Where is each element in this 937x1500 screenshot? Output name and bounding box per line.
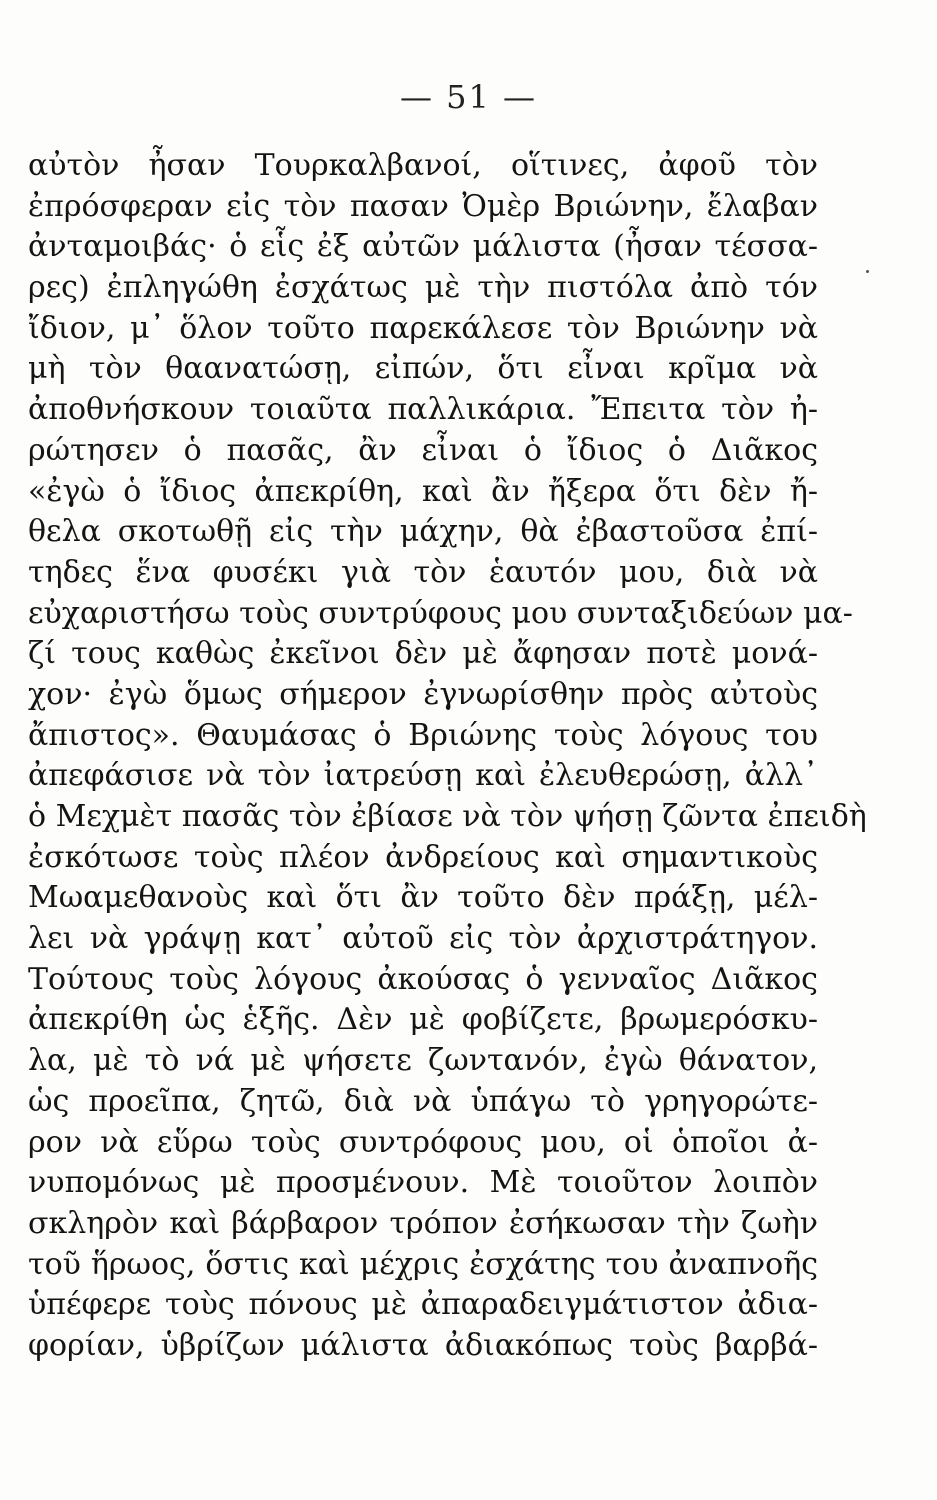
text-line: τηδες ἕνα φυσέκι γιὰ τὸν ἑαυτόν μου, διὰ νὰ: [28, 554, 818, 590]
text-line: ἀπεκρίθη ὡς ἑξῆς. Δὲν μὲ φοβίζετε, βρωμερόσκυ-: [28, 1002, 818, 1038]
text-line: ἐσκότωσε τοὺς πλέον ἀνδρείους καὶ σημαντικοὺς: [28, 839, 818, 875]
text-line: ρώτησεν ὁ πασᾶς, ἂν εἶναι ὁ ἴδιος ὁ Διᾶκος: [28, 432, 818, 468]
text-line: ρες) ἐπληγώθη ἐσχάτως μὲ τὴν πιστόλα ἀπὸ τόν: [28, 270, 818, 306]
text-line: ὑπέφερε τοὺς πόνους μὲ ἀπαραδειγμάτιστον ἀδια-: [28, 1287, 818, 1323]
text-line: νυπομόνως μὲ προσμένουν. Μὲ τοιοῦτον λοιπὸν: [28, 1165, 818, 1201]
text-line: αὐτὸν ἦσαν Τουρκαλβανοί, οἵτινες, ἀφοῦ τὸν: [28, 148, 818, 183]
text-line: σκληρὸν καὶ βάρβαρον τρόπον ἐσήκωσαν τὴν ζωὴν: [28, 1205, 818, 1241]
text-line: ἐπρόσφεραν εἰς τὸν πασαν Ὀμὲρ Βριώνην, ἔλαβαν: [28, 188, 818, 224]
text-line: Τούτους τοὺς λόγους ἀκούσας ὁ γενναῖος Διᾶκος: [28, 961, 818, 997]
text-line: χον· ἐγὼ ὅμως σήμερον ἐγνωρίσθην πρὸς αὐτοὺς: [28, 676, 818, 712]
text-line: θελα σκοτωθῇ εἰς τὴν μάχην, θὰ ἐβαστοῦσα ἐπί-: [28, 514, 818, 550]
text-line: ἄπιστος». Θαυμάσας ὁ Βριώνης τοὺς λόγους του: [28, 717, 818, 753]
text-line: ἀνταμοιβάς· ὁ εἷς ἐξ αὐτῶν μάλιστα (ἦσαν τέσσα-: [28, 229, 818, 265]
text-line: λα, μὲ τὸ νά μὲ ψήσετε ζωντανόν, ἐγὼ θάνατον,: [28, 1043, 818, 1079]
text-line: εὐχαριστήσω τοὺς συντρύφους μου συνταξιδεύων μα-: [28, 595, 853, 631]
text-line: Μωαμεθανοὺς καὶ ὅτι ἂν τοῦτο δὲν πράξῃ, μέλ-: [28, 880, 818, 916]
text-line: ὡς προεῖπα, ζητῶ, διὰ νὰ ὑπάγω τὸ γρηγορώτε-: [28, 1083, 818, 1119]
text-line: μὴ τὸν θαανατώσῃ, εἰπών, ὅτι εἶναι κρῖμα νὰ: [28, 351, 818, 387]
text-line: ἀπεφάσισε νὰ τὸν ἰατρεύσῃ καὶ ἐλευθερώσῃ, ἀλλ᾽: [28, 758, 818, 794]
text-line: φορίαν, ὑβρίζων μάλιστα ἀδιακόπως τοὺς βαρβά-: [28, 1327, 818, 1363]
body-text: [28, 146, 867, 1367]
page-number: — 51 —: [399, 78, 538, 116]
text-line: ἴδιον, μ᾽ ὅλον τοῦτο παρεκάλεσε τὸν Βριώνην νὰ: [28, 310, 818, 346]
text-line: τοῦ ἥρωος, ὅστις καὶ μέχρις ἐσχάτης του ἀναπνοῆς: [28, 1246, 818, 1282]
text-line: ρον νὰ εὕρω τοὺς συντρόφους μου, οἱ ὁποῖοι ἀ-: [28, 1124, 818, 1160]
print-speck: [866, 270, 869, 273]
text-line: ἀποθνήσκουν τοιαῦτα παλλικάρια. Ἔπειτα τὸν ἠ-: [28, 392, 818, 428]
text-line: ὁ Μεχμὲτ πασᾶς τὸν ἐβίασε νὰ τὸν ψήσῃ ζῶντα ἐπειδὴ: [28, 799, 867, 834]
text-line: ζί τους καθὼς ἐκεῖνοι δὲν μὲ ἄφησαν ποτὲ μονά-: [28, 636, 818, 672]
text-line: λει νὰ γράψῃ κατ᾽ αὐτοῦ εἰς τὸν ἀρχιστράτηγον.: [28, 921, 818, 957]
text-line: «ἐγὼ ὁ ἴδιος ἀπεκρίθη, καὶ ἂν ἤξερα ὅτι δὲν ἤ-: [28, 473, 818, 509]
